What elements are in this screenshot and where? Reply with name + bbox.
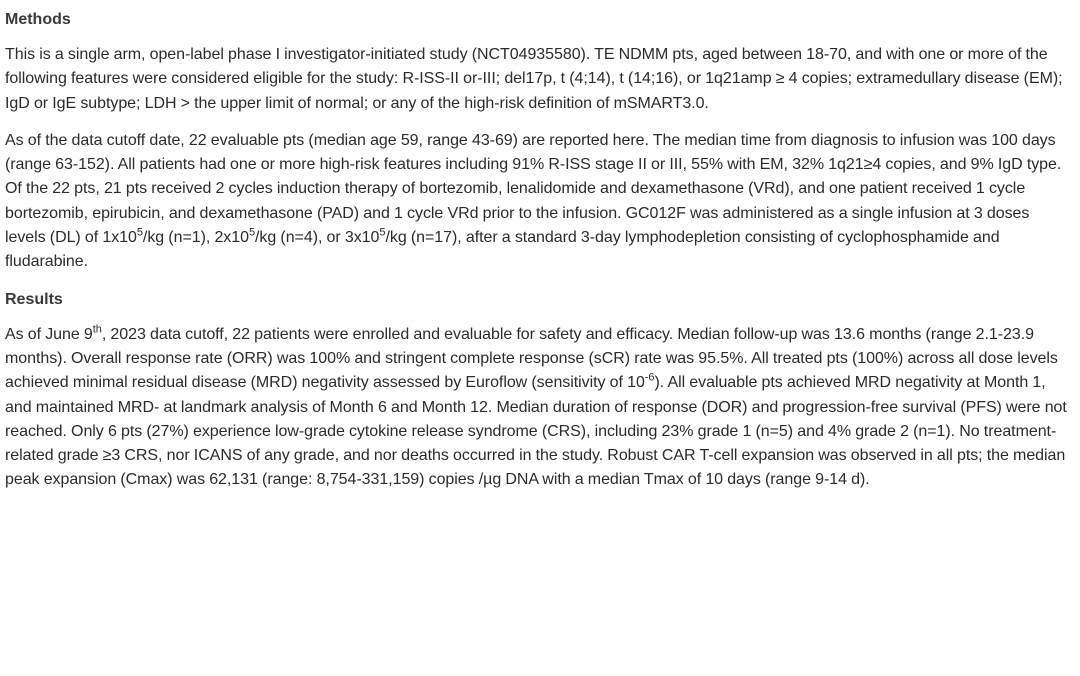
methods-p2-text-4: /kg (n=17), after a standard 3-day lymphodepletion consisting of cyclophosphamide and fludarabine. bbox=[5, 229, 1000, 271]
results-p1-text-2: , 2023 data cutoff, 22 patients were enrolled and evaluable for safety and efficacy. Median follow-up was 13.6 months (range 2.1-23.9 months). Overall response rate (ORR) was 100% and stringent complete response (sCR) rate was 95.5%. All treated pts (100%) across all dose levels achieved minimal residual disease (MRD) negativity assessed by Euroflow (sensitivity of 10 bbox=[5, 325, 1058, 392]
results-p1-text-3: ). All evaluable pts achieved MRD negativity at Month 1, and maintained MRD- at landmark analysis of Month 6 and Month 12. Median duration of response (DOR) and progression-free survival (PFS) were not reached. Only 6 pts (27%) experience low-grade cytokine release syndrome (CRS), including 23% grade 1 (n=5) and 4% grade 2 (n=1). No treatment-related grade ≥3 CRS, nor ICANS of any grade, and nor deaths occurred in the study. Robust CAR T-cell expansion was observed in all pts; the median peak expansion (Cmax) was 62,131 (range: 8,754-331,159) copies /µg DNA with a median Tmax of 10 days (range 9-14 d). bbox=[5, 374, 1067, 489]
results-p1-superscript-2: -6 bbox=[644, 371, 655, 384]
methods-heading: Methods bbox=[5, 11, 71, 28]
methods-p2-text-1: As of the data cutoff date, 22 evaluable pts (median age 59, range 43-69) are reported here. The median time from diagnosis to infusion was 100 days (range 63-152). All patients had one or more high-risk features including 91% R-ISS stage II or III, 55% with EM, 32% 1q21≥4 copies, and 9% IgD type. Of the 22 pts, 21 pts received 2 cycles induction therapy of bortezomib, lenalidomide and dexamethasone (VRd), and one patient received 1 cycle bortezomib, epirubicin, and dexamethasone (PAD) and 1 cycle VRd prior to the infusion. GC012F was administered as a single infusion at 3 doses levels (DL) of 1x10 bbox=[5, 131, 1062, 247]
results-p1-superscript-1: th bbox=[92, 323, 102, 336]
methods-p2-superscript-3: 5 bbox=[379, 226, 386, 239]
results-p1-text-1: As of June 9 bbox=[5, 325, 93, 343]
methods-p2-superscript-1: 5 bbox=[136, 226, 143, 239]
methods-paragraph-2 bbox=[5, 129, 1072, 275]
methods-p2-text-3: /kg (n=4), or 3x10 bbox=[255, 229, 380, 247]
methods-p2-superscript-2: 5 bbox=[248, 226, 256, 239]
results-paragraph-1 bbox=[5, 323, 1072, 493]
methods-paragraph-1 bbox=[5, 43, 1072, 116]
methods-p2-text-2: /kg (n=1), 2x10 bbox=[142, 229, 249, 247]
results-heading: Results bbox=[5, 290, 63, 308]
methods-paragraph-1-text: This is a single arm, open-label phase I investigator-initiated study (NCT04935580). TE NDMM pts, aged between 18-70, and with one or more of the following features were considered eligible for the study: R-ISS-II or-III; del17p, t (4;14), t (14;16), or 1q21amp ≥ 4 copies; extramedullary disease (EM); IgD or IgE subtype; LDH > the upper limit of normal; or any of the high-risk definition of mSMART3.0. bbox=[5, 46, 1063, 112]
